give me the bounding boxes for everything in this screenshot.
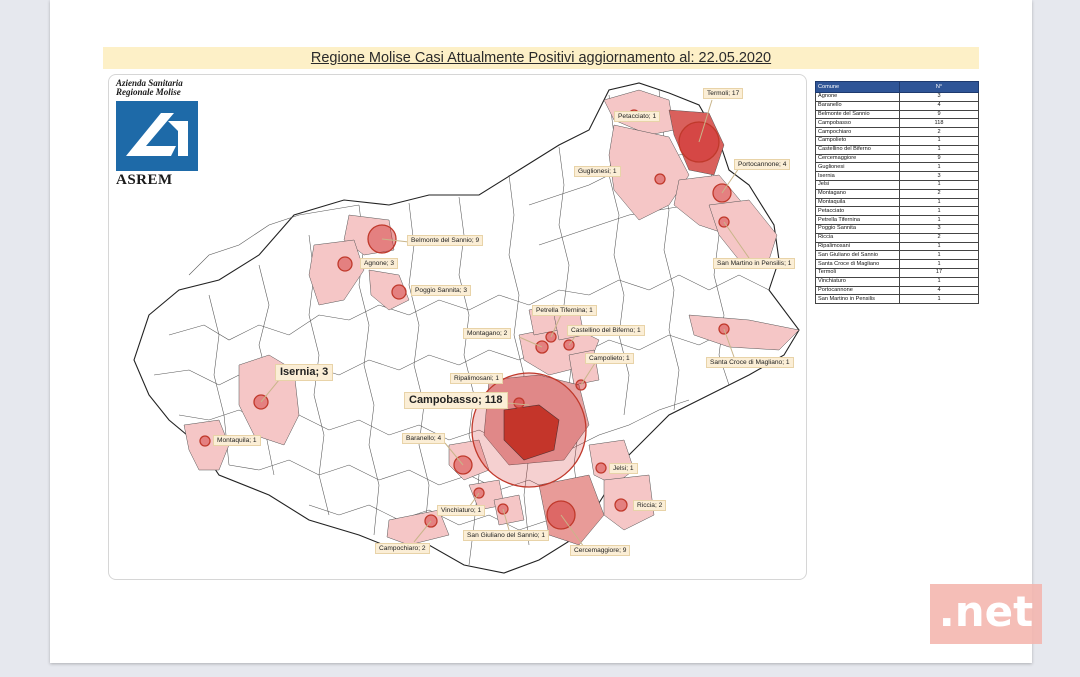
cell-count: 3	[900, 93, 979, 102]
callout-portocannone: Portocannone; 4	[734, 159, 790, 170]
cell-count: 118	[900, 119, 979, 128]
cell-comune: Santa Croce di Magliano	[816, 260, 900, 269]
callout-sangiuliano: San Giuliano del Sannio; 1	[463, 530, 549, 541]
table-row	[816, 242, 979, 251]
table-row	[816, 286, 979, 295]
table-row	[816, 93, 979, 102]
cell-comune: Montaquila	[816, 198, 900, 207]
watermark-badge	[930, 584, 1042, 644]
callout-cercemaggiore: Cercemaggiore; 9	[570, 545, 630, 556]
table-row	[816, 136, 979, 145]
cell-count: 1	[900, 277, 979, 286]
asrem-logo	[116, 78, 202, 188]
cell-comune: Portocannone	[816, 286, 900, 295]
callout-agnone: Agnone; 3	[360, 258, 398, 269]
table-row	[816, 145, 979, 154]
table-row	[816, 101, 979, 110]
cell-comune: Campochiaro	[816, 128, 900, 137]
cell-comune: Poggio Sannita	[816, 224, 900, 233]
callout-belmonte: Belmonte del Sannio; 9	[407, 235, 483, 246]
table-row	[816, 110, 979, 119]
cell-count: 2	[900, 128, 979, 137]
cell-comune: Montagano	[816, 189, 900, 198]
bubble-riccia	[615, 499, 627, 511]
table-row	[816, 268, 979, 277]
bubble-jelsi	[596, 463, 606, 473]
cell-comune: San Giuliano del Sannio	[816, 251, 900, 260]
cases-table	[815, 81, 979, 304]
callout-campolieto: Campolieto; 1	[585, 353, 634, 364]
bubble-poggio	[392, 285, 406, 299]
callout-santacroce: Santa Croce di Magliano; 1	[706, 357, 794, 368]
callout-termoli: Termoli; 17	[703, 88, 743, 99]
cell-count: 3	[900, 172, 979, 181]
cell-comune: Ripalimosani	[816, 242, 900, 251]
cell-count: 1	[900, 251, 979, 260]
table-row	[816, 128, 979, 137]
table-row	[816, 198, 979, 207]
cell-comune: Campolieto	[816, 136, 900, 145]
cell-comune: Castellino del Biferno	[816, 145, 900, 154]
cell-comune: Isernia	[816, 172, 900, 181]
cell-count: 17	[900, 268, 979, 277]
cell-comune: Baranello	[816, 101, 900, 110]
cell-count: 1	[900, 145, 979, 154]
bubble-ripalimosani	[514, 398, 524, 408]
callout-montaquila: Montaquila; 1	[213, 435, 261, 446]
callout-castellino: Castellino del Biferno; 1	[567, 325, 645, 336]
cell-count: 9	[900, 154, 979, 163]
callout-petrella: Petrella Tifernina; 1	[532, 305, 597, 316]
page-title: Regione Molise Casi Attualmente Positivi aggiornamento al: 22.05.2020	[103, 47, 979, 69]
cell-count: 9	[900, 110, 979, 119]
callout-montagano: Montagano; 2	[463, 328, 511, 339]
header-comune: Comune	[816, 82, 900, 93]
logo-name: ASREM	[116, 172, 173, 188]
table-row	[816, 180, 979, 189]
cell-count: 1	[900, 163, 979, 172]
cell-count: 1	[900, 198, 979, 207]
table-row	[816, 207, 979, 216]
cell-comune: Agnone	[816, 93, 900, 102]
callout-riccia: Riccia; 2	[633, 500, 666, 511]
callout-ripalimosani: Ripalimosani; 1	[450, 373, 503, 384]
table-row	[816, 260, 979, 269]
cell-comune: Jelsi	[816, 180, 900, 189]
table-row	[816, 224, 979, 233]
cell-count: 2	[900, 233, 979, 242]
bubble-agnone	[338, 257, 352, 271]
bubble-guglionesi	[655, 174, 665, 184]
cell-comune: Guglionesi	[816, 163, 900, 172]
cell-count: 1	[900, 242, 979, 251]
bubble-campobasso	[472, 373, 586, 487]
logo-emblem-icon	[116, 101, 198, 171]
cell-count: 4	[900, 286, 979, 295]
cell-count: 3	[900, 224, 979, 233]
cell-count: 4	[900, 101, 979, 110]
callout-vinchiaturo: Vinchiaturo; 1	[437, 505, 485, 516]
cell-count: 1	[900, 260, 979, 269]
callout-jelsi: Jelsi; 1	[609, 463, 638, 474]
header-count: N°	[900, 82, 979, 93]
callout-isernia: Isernia; 3	[275, 364, 333, 381]
cell-count: 2	[900, 189, 979, 198]
table-row	[816, 295, 979, 304]
cell-comune: Cercemaggiore	[816, 154, 900, 163]
table-row	[816, 154, 979, 163]
table-row	[816, 216, 979, 225]
table-header-row	[816, 82, 979, 93]
cell-count: 1	[900, 216, 979, 225]
callout-petacciato: Petacciato; 1	[614, 111, 660, 122]
callout-guglionesi: Guglionesi; 1	[574, 166, 621, 177]
cell-comune: Vinchiaturo	[816, 277, 900, 286]
cell-count: 1	[900, 295, 979, 304]
cell-comune: Termoli	[816, 268, 900, 277]
table-row	[816, 163, 979, 172]
cell-count: 1	[900, 180, 979, 189]
table-row	[816, 251, 979, 260]
table-row	[816, 277, 979, 286]
logo-line1: Azienda Sanitaria	[116, 78, 183, 88]
cell-comune: Petacciato	[816, 207, 900, 216]
cell-count: 1	[900, 207, 979, 216]
cell-count: 1	[900, 136, 979, 145]
table-row	[816, 172, 979, 181]
bubble-montaquila	[200, 436, 210, 446]
callout-baranello: Baranello; 4	[402, 433, 445, 444]
table-row	[816, 119, 979, 128]
table-row	[816, 233, 979, 242]
cell-comune: San Martino in Pensilis	[816, 295, 900, 304]
callout-campochiaro: Campochiaro; 2	[375, 543, 430, 554]
cell-comune: Campobasso	[816, 119, 900, 128]
cell-comune: Belmonte del Sannio	[816, 110, 900, 119]
cell-comune: Petrella Tifernina	[816, 216, 900, 225]
watermark-text: .net	[938, 587, 1034, 636]
table-row	[816, 189, 979, 198]
logo-line2: Regionale Molise	[116, 87, 181, 97]
cell-comune: Riccia	[816, 233, 900, 242]
callout-campobasso: Campobasso; 118	[404, 392, 508, 409]
callout-sanmartino: San Martino in Pensilis; 1	[713, 258, 795, 269]
callout-poggio: Poggio Sannita; 3	[411, 285, 471, 296]
